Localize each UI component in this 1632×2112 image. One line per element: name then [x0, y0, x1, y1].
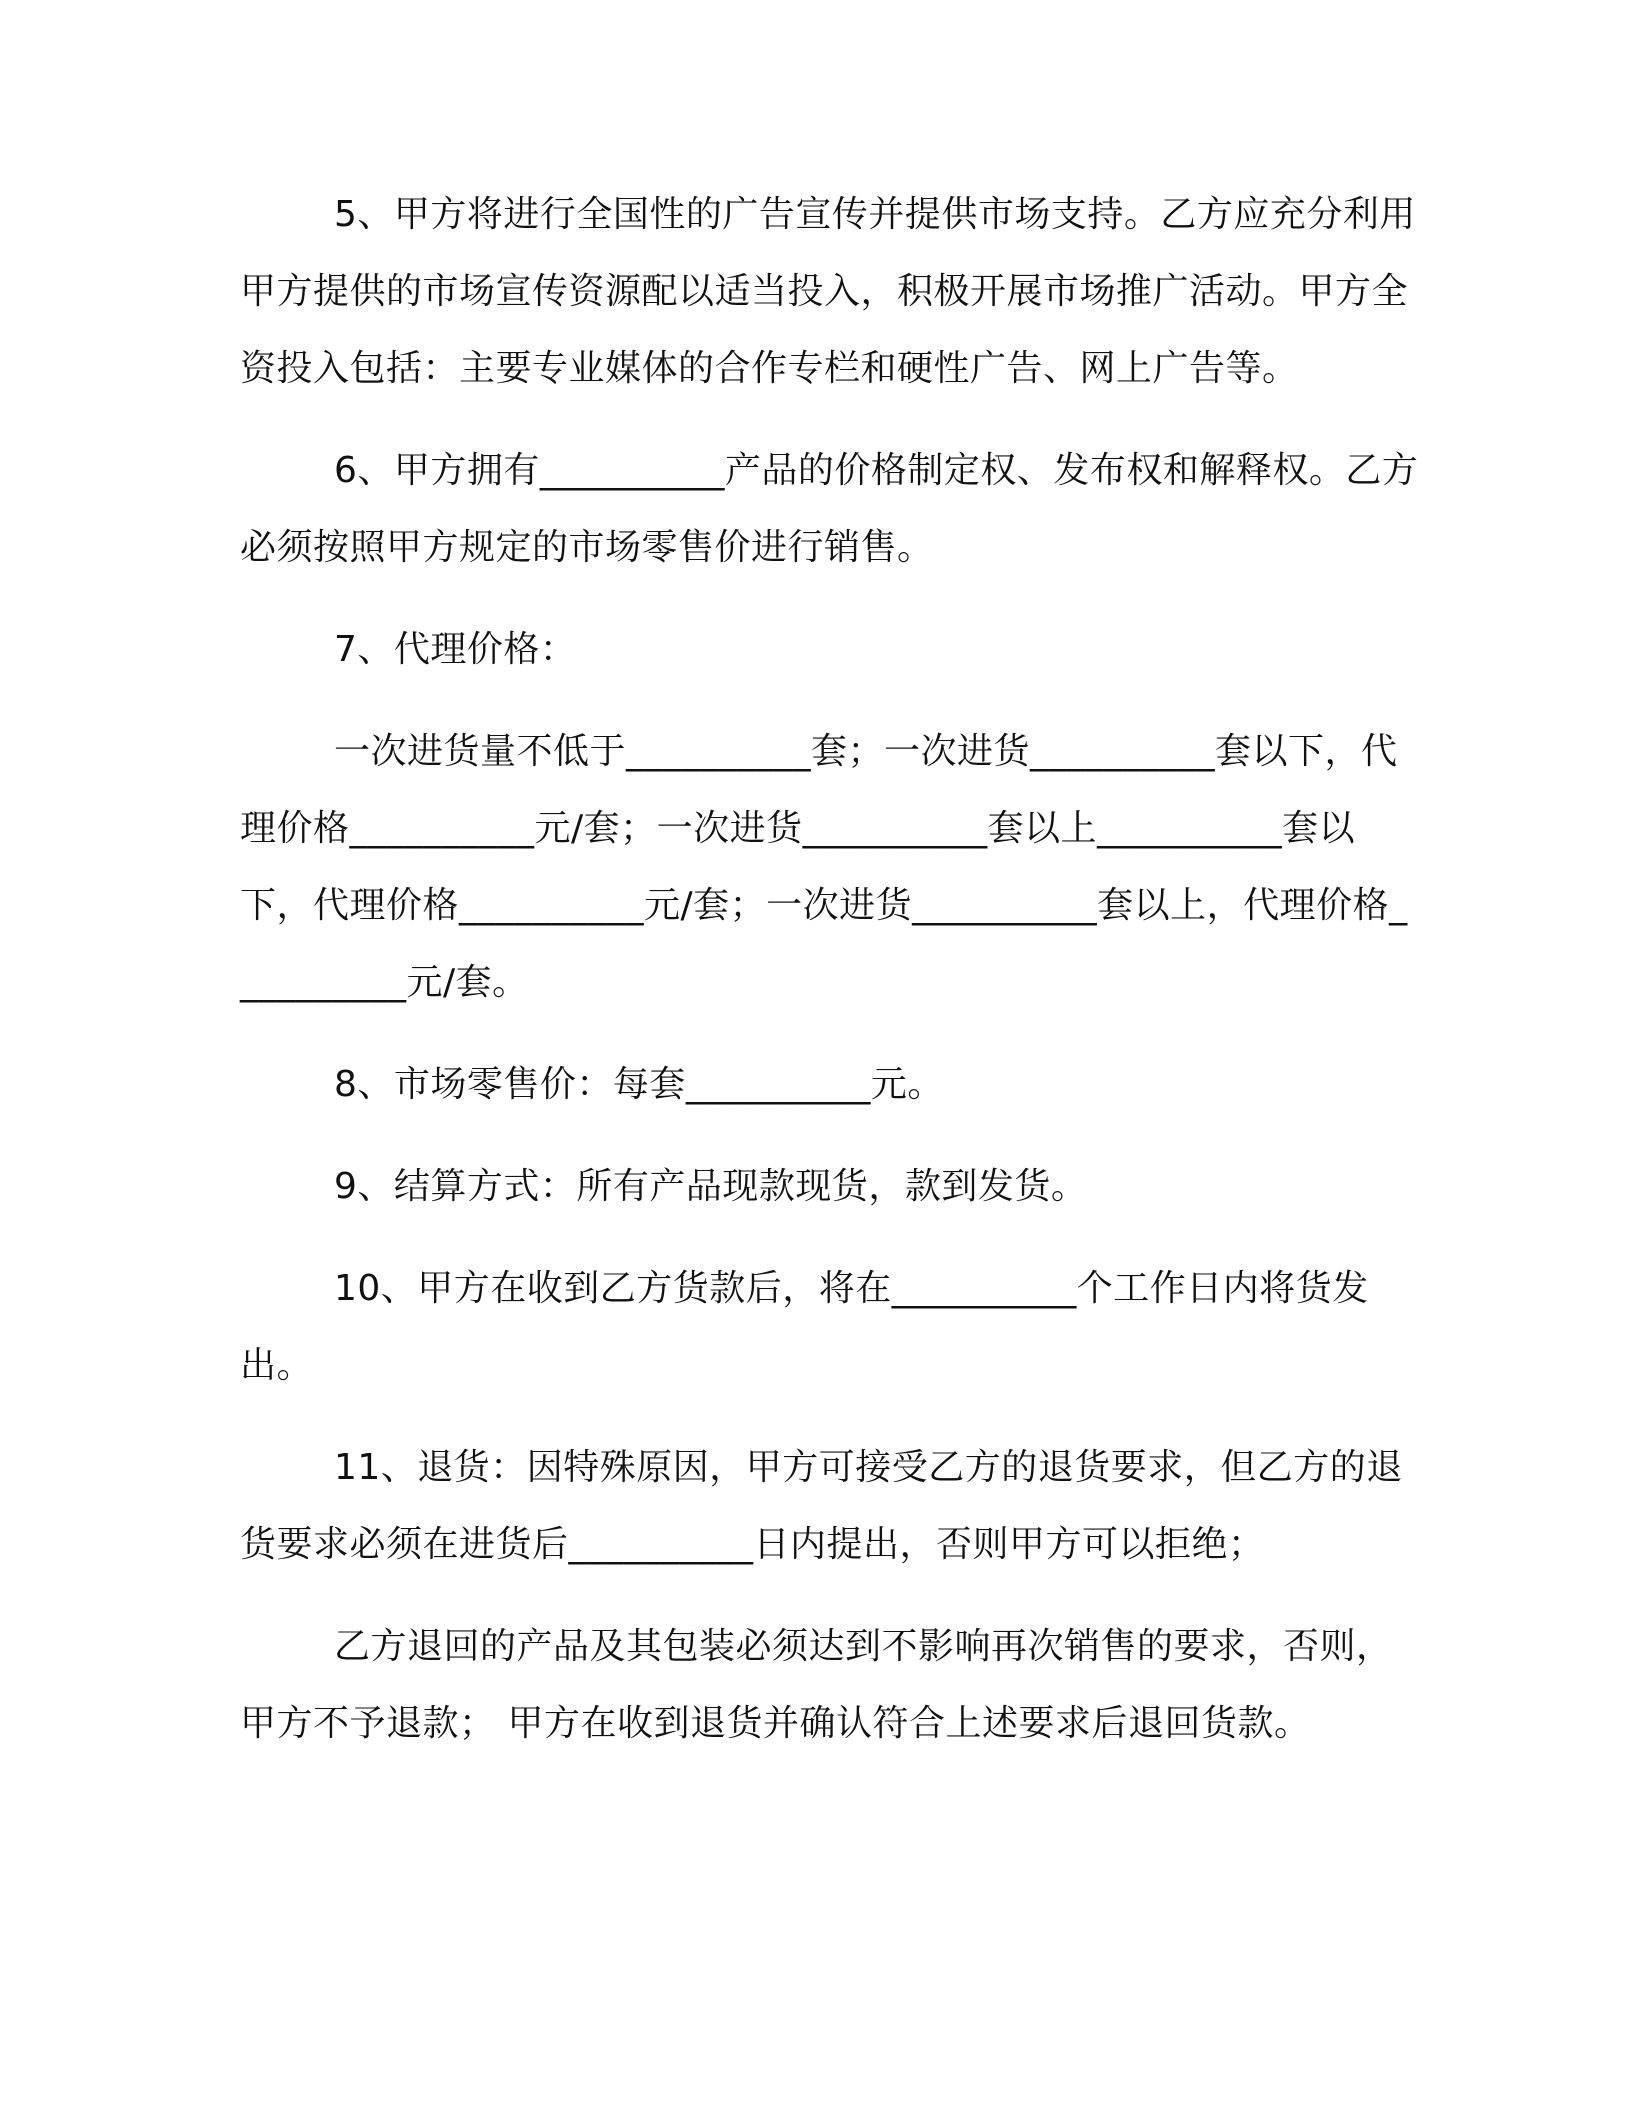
clause-7-heading: 7、代理价格： [334, 629, 577, 670]
clause-10: 10、甲方在收到乙方货款后，将在__________个工作日内将货发出。 [240, 1268, 1369, 1386]
clause-6: 6、甲方拥有__________产品的价格制定权、发布权和解释权。乙方必须按照甲方规定的市场零售价进行销售。 [240, 450, 1419, 568]
clause-5: 5、甲方将进行全国性的广告宣传并提供市场支持。乙方应充分利用甲方提供的市场宣传资源配以适当投入，积极开展市场推广活动。甲方全资投入包括：主要专业媒体的合作专栏和硬性广告、网上广告等。 [240, 194, 1416, 389]
clause-11-return-conditions: 乙方退回的产品及其包装必须达到不影响再次销售的要求，否则，甲方不予退款； 甲方在收到退货并确认符合上述要求后退回货款。 [240, 1626, 1393, 1744]
clause-11: 11、退货：因特殊原因，甲方可接受乙方的退货要求，但乙方的退货要求必须在进货后__________日内提出，否则甲方可以拒绝； [240, 1447, 1403, 1565]
clause-7-agency-price: 一次进货量不低于__________套；一次进货__________套以下，代理价格__________元/套；一次进货__________套以上__________套以下，代理价格__________元/套；一次进货__________套以上，代理价格__________元/套。 [240, 731, 1408, 1003]
clause-9: 9、结算方式：所有产品现款现货，款到发货。 [334, 1166, 1088, 1207]
clause-8: 8、市场零售价：每套__________元。 [334, 1064, 944, 1105]
document-body [240, 176, 1420, 1762]
